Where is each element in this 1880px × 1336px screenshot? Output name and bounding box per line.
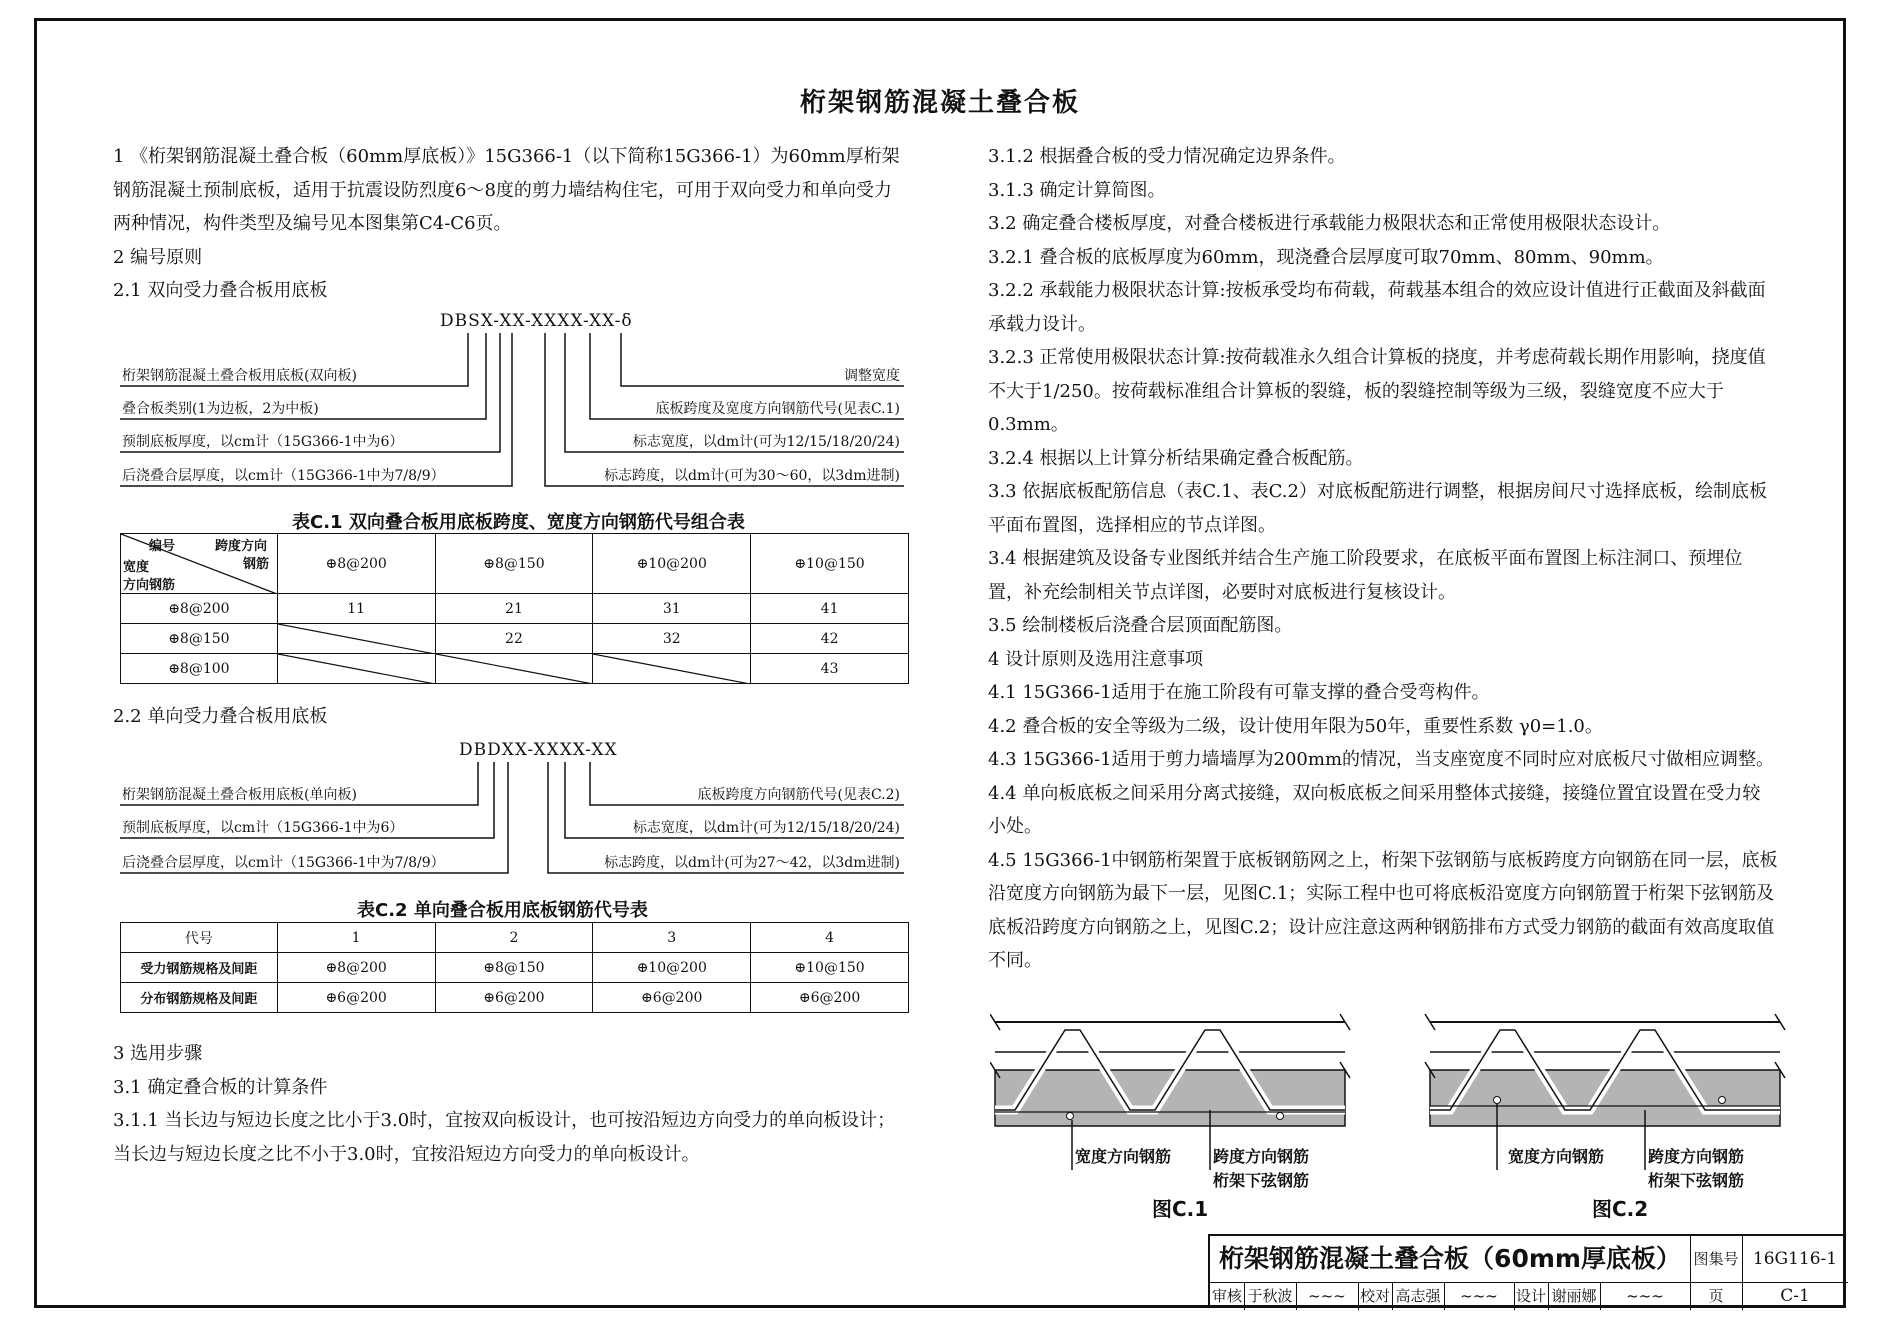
titleblock-checker-signature <box>1444 1282 1515 1310</box>
code1-label-l4: 后浇叠合层厚度，以cm计（15G366-1中为7/8/9） <box>122 468 445 484</box>
figure-c1-caption: 图C.1 <box>1152 1197 1209 1221</box>
signature-image-1: ~~~ <box>1308 1287 1346 1305</box>
table-row: ⊕8@200 11 21 31 41 <box>121 594 909 624</box>
titleblock-page-label: 页 <box>1690 1282 1743 1310</box>
signature-image-3: ~~~ <box>1626 1287 1664 1305</box>
right-line-11: 4 设计原则及选用注意事项 <box>988 648 1204 670</box>
table-c2 <box>120 922 909 1013</box>
code1-label-r1: 调整宽度 <box>844 368 900 384</box>
titleblock-checker: 高志强 <box>1392 1282 1445 1310</box>
code2-label-l2: 预制底板厚度，以cm计（15G366-1中为6） <box>122 820 404 836</box>
right-column <box>988 140 1778 978</box>
table1-col-2: ⊕8@150 <box>435 534 593 594</box>
table-row: 分布钢筋规格及间距 ⊕6@200 ⊕6@200 ⊕6@200 ⊕6@200 <box>121 983 909 1013</box>
heading-2-1: 2.1 双向受力叠合板用底板 <box>113 280 328 301</box>
code1-label-r2: 底板跨度及宽度方向钢筋代号(见表C.1) <box>655 401 900 417</box>
right-line-4: 3.2.1 叠合板的底板厚度为60mm，现浇叠合层厚度可取70mm、80mm、90mm。 <box>988 246 1664 268</box>
right-line-1: 3.1.2 根据叠合板的受力情况确定边界条件。 <box>988 146 1346 167</box>
fig1-label-chord: 桁架下弦钢筋 <box>1213 1171 1310 1190</box>
signature-image-2: ~~~ <box>1460 1287 1498 1305</box>
titleblock-designer-signature <box>1600 1282 1691 1310</box>
fig1-label-span: 跨度方向钢筋 <box>1213 1147 1310 1166</box>
heading-3-1: 3.1 确定叠合板的计算条件 <box>113 1076 328 1098</box>
left-column-section3 <box>113 1037 908 1171</box>
right-line-2: 3.1.3 确定计算简图。 <box>988 179 1166 201</box>
table1-col-3: ⊕10@200 <box>593 534 751 594</box>
right-line-10: 3.5 绘制楼板后浇叠合层顶面配筋图。 <box>988 615 1293 636</box>
code1-label-l3: 预制底板厚度，以cm计（15G366-1中为6） <box>122 434 404 450</box>
heading-2-2: 2.2 单向受力叠合板用底板 <box>113 706 328 727</box>
paragraph-3-1-1: 3.1.1 当长边与短边长度之比小于3.0时，宜按双向板设计，也可按沿短边方向受力的单向板设计；当长边与短边长度之比不小于3.0时，宜按沿短边方向受力的单向板设计。 <box>113 1110 896 1165</box>
fig1-label-width: 宽度方向钢筋 <box>1075 1147 1172 1166</box>
heading-2: 2 编号原则 <box>113 246 203 268</box>
right-line-5: 3.2.2 承载能力极限状态计算:按板承受均布荷载，荷载基本组合的效应设计值进行正截面及斜截面承载力设计。 <box>988 280 1766 335</box>
titleblock-design-label: 设计 <box>1514 1282 1549 1310</box>
table1-corner: 编号 跨度方向 钢筋 宽度 方向钢筋 <box>121 534 278 594</box>
titleblock-page-no: C-1 <box>1780 1286 1810 1306</box>
titleblock-designer: 谢丽娜 <box>1548 1282 1601 1310</box>
table1-col-4: ⊕10@150 <box>751 534 909 594</box>
title-block <box>1208 1234 1846 1308</box>
table-row: 代号 1 2 3 4 <box>121 923 909 953</box>
table-c1 <box>120 533 909 684</box>
code-dbd: DBDXX-XXXX-XX <box>459 740 618 760</box>
right-line-9: 3.4 根据建筑及设备专业图纸并结合生产施工阶段要求，在底板平面布置图上标注洞口、预埋位置，补充绘制相关节点详图，必要时对底板进行复核设计。 <box>988 548 1743 603</box>
right-line-13: 4.2 叠合板的安全等级为二级，设计使用年限为50年，重要性系数 γ0=1.0。 <box>988 715 1603 737</box>
code2-label-r1: 底板跨度方向钢筋代号(见表C.2) <box>697 787 900 803</box>
page-title: 桁架钢筋混凝土叠合板 <box>799 88 1080 118</box>
titleblock-atlas-no: 16G116-1 <box>1742 1236 1848 1283</box>
code1-label-l1: 桁架钢筋混凝土叠合板用底板(双向板) <box>122 368 357 384</box>
titleblock-reviewer-signature <box>1296 1282 1359 1310</box>
right-line-12: 4.1 15G366-1适用于在施工阶段有可靠支撑的叠合受弯构件。 <box>988 682 1490 703</box>
table-row: ⊕8@100 43 <box>121 654 909 684</box>
figure-c2-caption: 图C.2 <box>1592 1197 1649 1221</box>
table-row: ⊕8@150 22 32 42 <box>121 624 909 654</box>
code1-label-l2: 叠合板类别(1为边板，2为中板) <box>122 401 319 417</box>
right-line-14: 4.3 15G366-1适用于剪力墙墙厚为200mm的情况，当支座宽度不同时应对底板尺寸做相应调整。 <box>988 749 1775 770</box>
code1-label-r3: 标志宽度，以dm计(可为12/15/18/20/24) <box>632 434 900 450</box>
titleblock-check-label: 校对 <box>1358 1282 1393 1310</box>
code2-label-r2: 标志宽度，以dm计(可为12/15/18/20/24) <box>632 820 900 836</box>
code1-label-r4: 标志跨度，以dm计(可为30～60，以3dm进制) <box>604 468 900 484</box>
heading-3: 3 选用步骤 <box>113 1043 203 1064</box>
right-line-6: 3.2.3 正常使用极限状态计算:按荷载准永久组合计算板的挠度，并考虑荷载长期作用影响，挠度值不大于1/250。按荷载标准组合计算板的裂缝，板的裂缝控制等级为三级，裂缝宽度不应大于0.3mm。 <box>988 347 1766 435</box>
fig2-label-chord: 桁架下弦钢筋 <box>1648 1171 1745 1190</box>
code2-label-l3: 后浇叠合层厚度，以cm计（15G366-1中为7/8/9） <box>122 855 445 871</box>
right-line-7: 3.2.4 根据以上计算分析结果确定叠合板配筋。 <box>988 447 1364 469</box>
code2-label-r3: 标志跨度，以dm计(可为27～42，以3dm进制) <box>604 855 900 871</box>
code-dbsx: DBSX-XX-XXXX-XX-δ <box>440 311 633 331</box>
table-row: 受力钢筋规格及间距 ⊕8@200 ⊕8@150 ⊕10@200 ⊕10@150 <box>121 953 909 983</box>
titleblock-review-label: 审核 <box>1210 1282 1245 1310</box>
code2-label-l1: 桁架钢筋混凝土叠合板用底板(单向板) <box>122 787 357 803</box>
paragraph-1: 1 《桁架钢筋混凝土叠合板（60mm厚底板）》15G366-1（以下简称15G366-1）为60mm厚桁架钢筋混凝土预制底板，适用于抗震设防烈度6～8度的剪力墙结构住宅，可用于双向受力和单向受力两种情况，构件类型及编号见本图集第C4-C6页。 <box>113 146 900 234</box>
fig2-label-width: 宽度方向钢筋 <box>1508 1147 1605 1166</box>
table1-col-1: ⊕8@200 <box>277 534 435 594</box>
titleblock-reviewer: 于秋波 <box>1244 1282 1297 1310</box>
titleblock-name: 桁架钢筋混凝土叠合板（60mm厚底板） <box>1210 1236 1691 1283</box>
titleblock-atlas-label: 图集号 <box>1690 1236 1743 1283</box>
fig2-label-span: 跨度方向钢筋 <box>1648 1147 1745 1166</box>
right-line-3: 3.2 确定叠合楼板厚度，对叠合楼板进行承载能力极限状态和正常使用极限状态设计。 <box>988 213 1671 234</box>
right-line-15: 4.4 单向板底板之间采用分离式接缝，双向板底板之间采用整体式接缝，接缝位置宜设置在受力较小处。 <box>988 782 1761 837</box>
right-line-8: 3.3 依据底板配筋信息（表C.1、表C.2）对底板配筋进行调整，根据房间尺寸选择底板，绘制底板平面布置图，选择相应的节点详图。 <box>988 481 1767 536</box>
right-line-16: 4.5 15G366-1中钢筋桁架置于底板钢筋网之上，桁架下弦钢筋与底板跨度方向钢筋在同一层，底板沿宽度方向钢筋为最下一层，见图C.1；实际工程中也可将底板沿宽度方向钢筋置于桁架下弦钢筋及底板沿跨度方向钢筋之上，见图C.2；设计应注意这两种钢筋排布方式受力钢筋的截面有效高度取值不同。 <box>988 849 1778 971</box>
table1-caption: 表C.1 双向叠合板用底板跨度、宽度方向钢筋代号组合表 <box>292 512 745 533</box>
table2-caption: 表C.2 单向叠合板用底板钢筋代号表 <box>357 900 648 921</box>
